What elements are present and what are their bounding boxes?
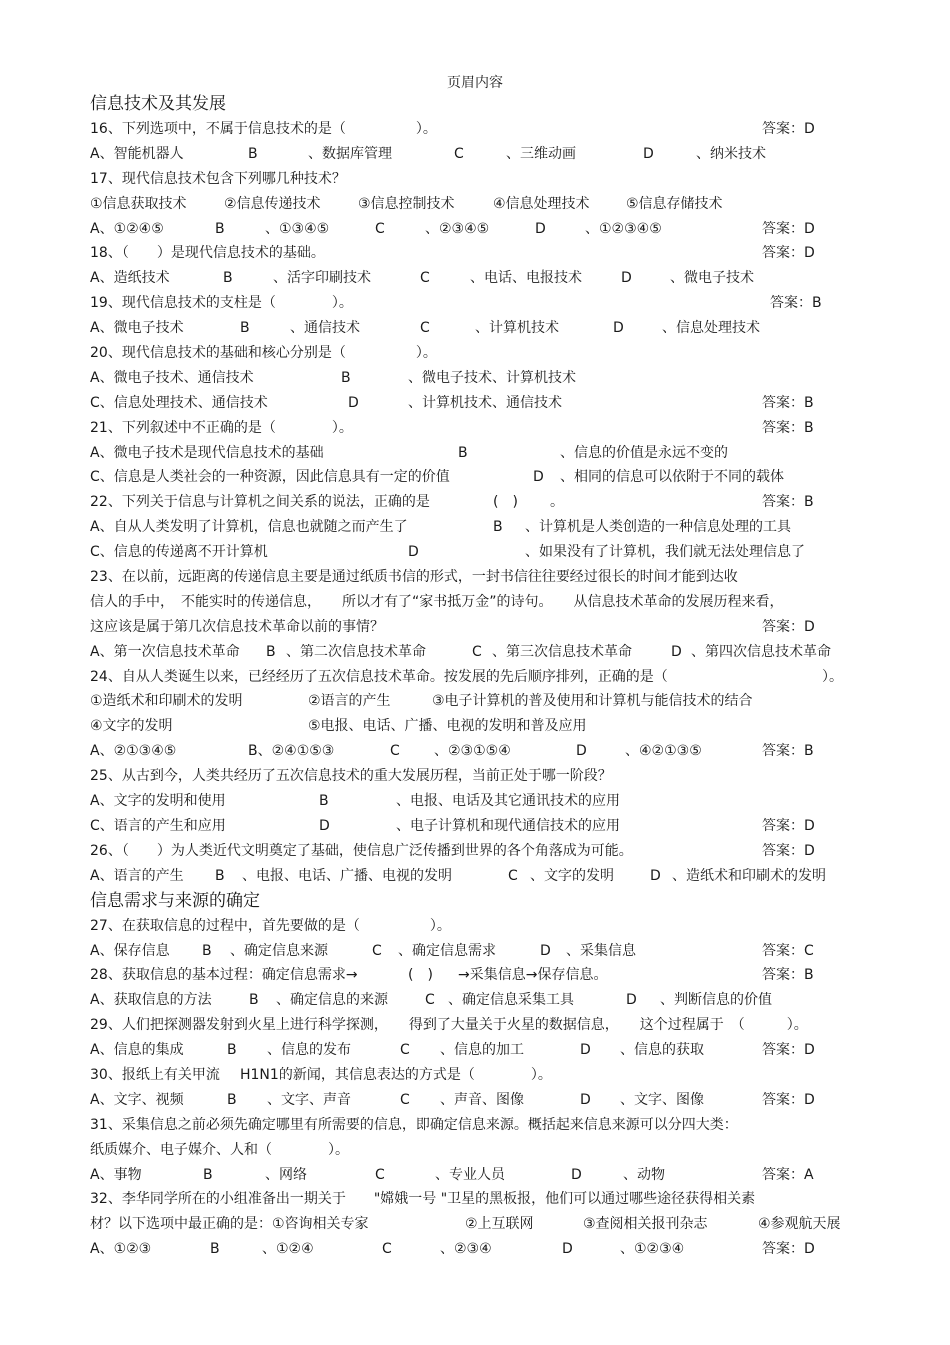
line-segment: D: [408, 544, 419, 561]
line-segment: B: [341, 369, 351, 386]
line-segment: ( ): [493, 494, 518, 511]
line-segment: B: [248, 145, 258, 162]
line-segment: 、①②④: [262, 1241, 314, 1258]
text-line: [90, 665, 860, 690]
line-segment: C: [425, 992, 435, 1009]
line-segment: C: [400, 1091, 410, 1108]
line-segment: 18、（ ）是现代信息技术的基础。: [90, 245, 325, 262]
line-segment: 信息技术及其发展: [90, 94, 226, 114]
line-segment: 、确定信息需求: [398, 942, 496, 959]
line-segment: 、电报、电话及其它通讯技术的应用: [396, 793, 620, 810]
section-heading: [90, 889, 860, 914]
line-segment: C、信息的传递离不开计算机: [90, 544, 268, 561]
line-segment: ）。: [822, 668, 843, 685]
line-segment: A、①②③: [90, 1241, 152, 1258]
line-segment: ( ): [408, 967, 433, 984]
text-line: [90, 391, 860, 416]
line-segment: C: [472, 643, 482, 660]
text-line: [90, 142, 860, 167]
line-segment: 、②③①⑤④: [434, 743, 511, 760]
line-segment: 、采集信息: [566, 942, 636, 959]
line-segment: 、造纸术和印刷术的发明: [672, 867, 826, 884]
text-line: [90, 590, 860, 615]
line-segment: 32、李华同学所在的小组准备出一期关于 "嫦娥一号 "卫星的黑板报，他们可以通过哪些途径获得相关素: [90, 1191, 756, 1208]
text-line: [90, 714, 860, 739]
line-segment: A、①②④⑤: [90, 220, 164, 237]
text-line: [90, 416, 860, 441]
line-segment: 26、（ ）为人类近代文明奠定了基础，使信息广泛传播到世界的各个角落成为可能。: [90, 842, 633, 859]
answer-label: 答案：D: [762, 220, 815, 237]
line-segment: C: [382, 1241, 392, 1258]
line-segment: C、信息是人类社会的一种资源，因此信息具有一定的价值: [90, 469, 450, 486]
text-line: [90, 764, 860, 789]
text-line: [90, 465, 860, 490]
line-segment: ①造纸术和印刷术的发明: [90, 693, 243, 710]
line-segment: D: [621, 270, 632, 287]
line-segment: 、信息处理技术: [662, 320, 760, 337]
line-segment: 、数据库管理: [308, 145, 392, 162]
line-segment: ④参观航天展: [758, 1216, 841, 1233]
line-segment: 、声音、图像: [440, 1091, 524, 1108]
line-segment: B: [223, 270, 233, 287]
line-segment: 21、下列叙述中不正确的是（ ）。: [90, 419, 353, 436]
line-segment: A、保存信息: [90, 942, 170, 959]
line-segment: A、智能机器人: [90, 145, 184, 162]
line-segment: A、获取信息的方法: [90, 992, 212, 1009]
text-line: [90, 341, 860, 366]
answer-label: 答案：D: [762, 245, 815, 262]
text-line: [90, 266, 860, 291]
line-segment: C: [420, 320, 430, 337]
answer-label: 答案：D: [762, 1042, 815, 1059]
line-segment: 、纳米技术: [696, 145, 766, 162]
line-segment: D: [580, 1091, 591, 1108]
text-line: [90, 1063, 860, 1088]
line-segment: A、自从人类发明了计算机，信息也就随之而产生了: [90, 519, 408, 536]
line-segment: 、动物: [623, 1166, 665, 1183]
line-segment: ②信息传递技术: [224, 195, 321, 212]
text-line: [90, 814, 860, 839]
line-segment: ③查阅相关报刊杂志: [583, 1216, 708, 1233]
line-segment: 28、获取信息的基本过程：确定信息需求→: [90, 967, 358, 984]
line-segment: C: [400, 1042, 410, 1059]
text-line: [90, 739, 860, 764]
line-segment: A、②①③④⑤: [90, 743, 177, 760]
line-segment: B: [266, 643, 276, 660]
answer-label: 答案：D: [762, 817, 815, 834]
line-segment: 、三维动画: [506, 145, 576, 162]
line-segment: 25、从古到今，人类共经历了五次信息技术的重大发展历程，当前正处于哪一阶段？: [90, 768, 612, 785]
line-segment: C: [375, 220, 385, 237]
line-segment: A、微电子技术: [90, 320, 184, 337]
line-segment: ②语言的产生: [308, 693, 391, 710]
line-segment: ②上互联网: [465, 1216, 534, 1233]
text-line: [90, 689, 860, 714]
line-segment: C: [372, 942, 382, 959]
line-segment: 、网络: [265, 1166, 307, 1183]
text-line: [90, 441, 860, 466]
line-segment: 、文字、图像: [620, 1091, 704, 1108]
text-line: [90, 1088, 860, 1113]
line-segment: H1N1的新闻，其信息表达的方式是（ ）。: [240, 1066, 552, 1083]
line-segment: 19、现代信息技术的支柱是（ ）。: [90, 295, 353, 312]
line-segment: A、事物: [90, 1166, 142, 1183]
text-line: [90, 1113, 860, 1138]
line-segment: 、文字、声音: [267, 1091, 351, 1108]
line-segment: 27、在获取信息的过程中，首先要做的是（ ）。: [90, 917, 451, 934]
line-segment: 、电子计算机和现代通信技术的应用: [396, 817, 620, 834]
line-segment: C: [390, 743, 400, 760]
line-segment: 、第四次信息技术革命: [691, 643, 831, 660]
line-segment: 、信息的价值是永远不变的: [560, 444, 728, 461]
line-segment: B: [240, 320, 250, 337]
line-segment: 、电话、电报技术: [470, 270, 582, 287]
line-segment: B、②④①⑤③: [248, 743, 335, 760]
line-segment: ④信息处理技术: [493, 195, 590, 212]
line-segment: 材？以下选项中最正确的是：①咨询相关专家: [90, 1216, 369, 1233]
line-segment: 、判断信息的价值: [660, 992, 772, 1009]
text-line: [90, 515, 860, 540]
text-line: [90, 1237, 860, 1262]
line-segment: 、信息的获取: [620, 1042, 704, 1059]
line-segment: ④文字的发明: [90, 718, 173, 735]
answer-label: 答案：D: [762, 121, 815, 137]
page-header: 页眉内容: [447, 75, 503, 91]
line-segment: 、如果没有了计算机，我们就无法处理信息了: [525, 544, 805, 561]
text-line: [90, 789, 860, 814]
text-line: [90, 1038, 860, 1063]
text-line: [90, 839, 860, 864]
text-line: [90, 615, 860, 640]
answer-label: 答案：A: [762, 1166, 814, 1183]
line-segment: 、计算机技术: [475, 320, 559, 337]
line-segment: 、②③④⑤: [425, 220, 490, 237]
line-segment: 、①②③④: [620, 1241, 685, 1258]
line-segment: B: [493, 519, 503, 536]
text-line: [90, 167, 860, 192]
line-segment: 31、采集信息之前必须先确定哪里有所需要的信息，即确定信息来源。概括起来信息来源可以分四大类：: [90, 1116, 738, 1133]
line-segment: 纸质媒介、电子媒介、人和（ ）。: [90, 1141, 349, 1158]
line-segment: 、第二次信息技术革命: [286, 643, 426, 660]
line-segment: 、通信技术: [290, 320, 360, 337]
line-segment: 、微电子技术、计算机技术: [408, 369, 576, 386]
line-segment: 17、现代信息技术包含下列哪几种技术？: [90, 170, 346, 187]
line-segment: 、计算机是人类创造的一种信息处理的工具: [525, 519, 791, 536]
line-segment: 、确定信息的来源: [276, 992, 388, 1009]
text-line: [90, 1187, 860, 1212]
text-line: [90, 366, 860, 391]
line-segment: B: [202, 942, 212, 959]
line-segment: C: [375, 1166, 385, 1183]
text-line: [90, 963, 860, 988]
line-segment: A、第一次信息技术革命: [90, 643, 240, 660]
line-segment: C: [420, 270, 430, 287]
line-segment: 、第三次信息技术革命: [492, 643, 632, 660]
line-segment: ①信息获取技术: [90, 195, 187, 212]
answer-label: 答案：D: [762, 618, 815, 635]
line-segment: D: [613, 320, 624, 337]
line-segment: 、④②①③⑤: [625, 743, 702, 760]
line-segment: C、信息处理技术、通信技术: [90, 394, 268, 411]
text-line: [90, 565, 860, 590]
line-segment: ③信息控制技术: [358, 195, 455, 212]
text-line: [90, 939, 860, 964]
text-line: [90, 217, 860, 242]
answer-label: 答案：B: [762, 967, 814, 984]
text-line: [90, 540, 860, 565]
line-segment: 信人的手中， 不能实时的传递信息， 所以才有了“家书抵万金”的诗句。 从信息技术革命的发展历程来看，: [90, 593, 784, 610]
line-segment: A、文字、视频: [90, 1091, 184, 1108]
line-segment: 、信息的加工: [440, 1042, 524, 1059]
line-segment: 这应该是属于第几次信息技术革命以前的事情？: [90, 618, 384, 635]
answer-label: 答案：B: [762, 394, 814, 411]
line-segment: B: [249, 992, 259, 1009]
line-segment: A、文字的发明和使用: [90, 793, 226, 810]
line-segment: B: [319, 793, 329, 810]
line-segment: D: [533, 469, 544, 486]
text-line: [90, 914, 860, 939]
text-line: [90, 640, 860, 665]
line-segment: 、①②③④⑤: [585, 220, 662, 237]
line-segment: C: [454, 145, 464, 162]
line-segment: 、确定信息采集工具: [448, 992, 574, 1009]
line-segment: C: [508, 867, 518, 884]
line-segment: B: [215, 867, 225, 884]
line-segment: ⑤电报、电话、广播、电视的发明和普及应用: [308, 718, 587, 735]
line-segment: B: [458, 444, 468, 461]
answer-label: 答案：B: [762, 743, 814, 760]
line-segment: 信息需求与来源的确定: [90, 890, 260, 911]
line-segment: D: [562, 1241, 573, 1258]
line-segment: D: [571, 1166, 582, 1183]
answer-label: 答案：C: [762, 942, 814, 959]
line-segment: 、相同的信息可以依附于不同的载体: [560, 469, 784, 486]
line-segment: 30、报纸上有关甲流: [90, 1066, 220, 1083]
line-segment: A、造纸技术: [90, 270, 170, 287]
line-segment: ③电子计算机的普及使用和计算机与能信技术的结合: [432, 693, 753, 710]
text-line: [90, 241, 860, 266]
document-body: [90, 92, 860, 1262]
line-segment: 23、在以前，远距离的传递信息主要是通过纸质书信的形式，一封书信往往要经过很长的时间才能到达收: [90, 569, 738, 586]
line-segment: 22、下列关于信息与计算机之间关系的说法，正确的是: [90, 494, 430, 511]
text-line: [90, 988, 860, 1013]
line-segment: 、②③④: [440, 1241, 492, 1258]
answer-label: 答案：B: [762, 494, 814, 511]
text-line: [90, 316, 860, 341]
line-segment: B: [203, 1166, 213, 1183]
line-segment: B: [227, 1091, 237, 1108]
text-line: [90, 1013, 860, 1038]
text-line: [90, 192, 860, 217]
line-segment: C、语言的产生和应用: [90, 817, 226, 834]
answer-label: 答案：B: [762, 419, 814, 436]
text-line: [90, 1138, 860, 1163]
answer-label: 答案：B: [770, 295, 822, 312]
line-segment: D: [535, 220, 546, 237]
text-line: [90, 291, 860, 316]
line-segment: 、电报、电话、广播、电视的发明: [242, 867, 452, 884]
section-heading: [90, 92, 860, 117]
line-segment: 。: [550, 494, 564, 511]
line-segment: 、文字的发明: [530, 867, 614, 884]
line-segment: →采集信息→保存信息。: [458, 967, 608, 984]
line-segment: D: [580, 1042, 591, 1059]
line-segment: 、专业人员: [435, 1166, 505, 1183]
line-segment: 、信息的发布: [267, 1042, 351, 1059]
answer-label: 答案：D: [762, 1091, 815, 1108]
line-segment: 24、自从人类诞生以来，已经经历了五次信息技术革命。按发展的先后顺序排列，正确的是（: [90, 668, 668, 685]
answer-label: 答案：D: [762, 1241, 815, 1258]
line-segment: D: [626, 992, 637, 1009]
text-line: [90, 117, 860, 142]
line-segment: 、计算机技术、通信技术: [408, 394, 562, 411]
line-segment: B: [227, 1042, 237, 1059]
line-segment: D: [671, 643, 682, 660]
line-segment: A、微电子技术、通信技术: [90, 369, 254, 386]
line-segment: D: [576, 743, 587, 760]
line-segment: D: [540, 942, 551, 959]
line-segment: D: [348, 394, 359, 411]
line-segment: A、语言的产生: [90, 867, 184, 884]
line-segment: D: [650, 867, 661, 884]
line-segment: 16、下列选项中，不属于信息技术的是（ ）。: [90, 121, 437, 137]
line-segment: 、①③④⑤: [265, 220, 330, 237]
text-line: [90, 864, 860, 889]
line-segment: D: [643, 145, 654, 162]
text-line: [90, 1163, 860, 1188]
text-line: [90, 490, 860, 515]
line-segment: A、信息的集成: [90, 1042, 184, 1059]
line-segment: ⑤信息存储技术: [626, 195, 723, 212]
line-segment: 、微电子技术: [670, 270, 754, 287]
line-segment: B: [215, 220, 225, 237]
line-segment: 29、人们把探测器发射到火星上进行科学探测， 得到了大量关于火星的数据信息， 这个过程属于 （ ）。: [90, 1017, 808, 1034]
line-segment: 、活字印刷技术: [273, 270, 371, 287]
line-segment: A、微电子技术是现代信息技术的基础: [90, 444, 324, 461]
text-line: [90, 1212, 860, 1237]
line-segment: 20、现代信息技术的基础和核心分别是（ ）。: [90, 345, 437, 362]
line-segment: D: [319, 817, 330, 834]
line-segment: 、确定信息来源: [230, 942, 328, 959]
answer-label: 答案：D: [762, 842, 815, 859]
line-segment: B: [210, 1241, 220, 1258]
